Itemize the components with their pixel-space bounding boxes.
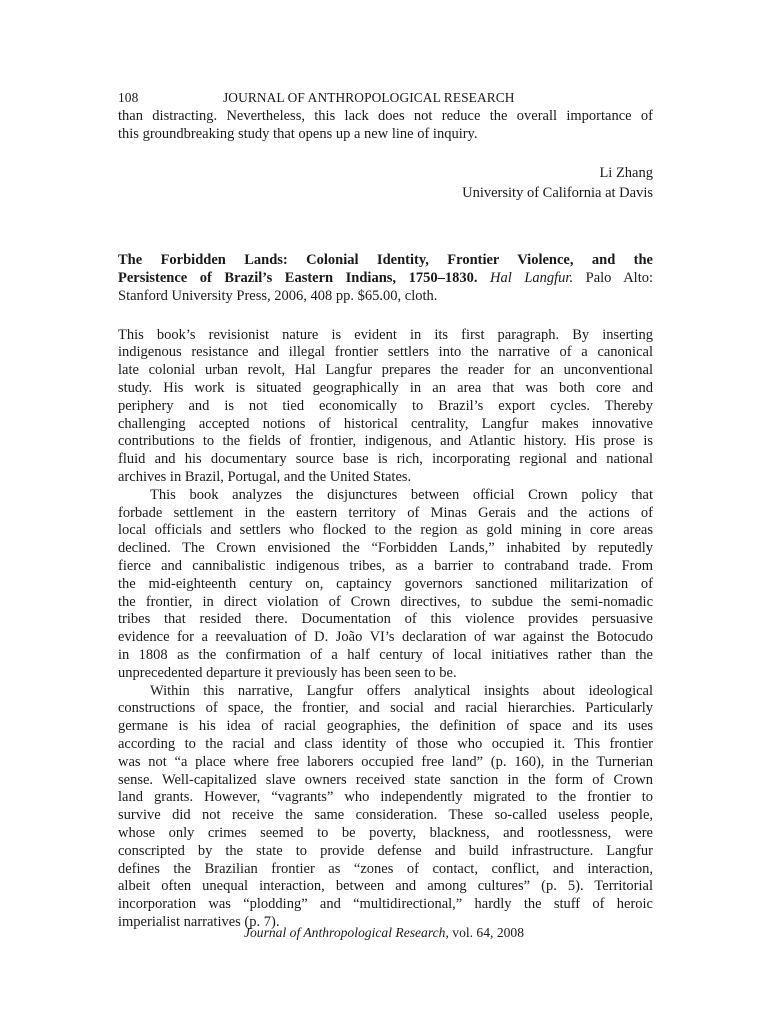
text-line: whose only crimes seemed to be poverty, blackness, and rootlessness, were — [118, 824, 653, 841]
text-line: this groundbreaking study that opens up a new line of inquiry. — [118, 125, 478, 142]
book-title-line — [118, 269, 653, 287]
text-line: local officials and settlers who flocked to the region as gold mining in core areas — [118, 522, 653, 539]
text-line: conscripted by the state to provide defense and build infrastructure. Langfur — [118, 842, 653, 859]
journal-page — [118, 88, 653, 932]
text-line: forbade settlement in the eastern territory of Minas Gerais and the actions of — [118, 504, 653, 521]
book-title: Persistence of Brazil’s Eastern Indians, 1750–1830. — [118, 269, 478, 286]
footer-volume: vol. 64, 2008 — [452, 925, 525, 940]
text-line: declined. The Crown envisioned the “Forbidden Lands,” inhabited by reputedly — [118, 540, 653, 557]
text-line: fluid and his documentary source base is rich, incorporating regional and national — [118, 451, 653, 468]
page-footer — [0, 924, 768, 942]
journal-name: JOURNAL OF ANTHROPOLOGICAL RESEARCH — [223, 90, 515, 105]
text-line: the frontier, in direct violation of Crown directives, to subdue the semi-nomadic — [118, 593, 653, 610]
text-line: challenging accepted notions of historical centrality, Langfur makes innovative — [118, 415, 653, 432]
text-line: albeit often unequal interaction, between and among cultures” (p. 5). Territorial — [118, 878, 653, 895]
text-line: This book’s revisionist nature is evident in its first paragraph. By inserting — [118, 326, 653, 343]
book-author: Hal Langfur. — [490, 269, 574, 286]
text-line: evidence for a reevaluation of D. João VI’s declaration of war against the Botocudo — [118, 629, 653, 646]
running-head — [118, 88, 653, 108]
text-line: survive did not receive the same consideration. These so-called useless people, — [118, 807, 653, 824]
reviewer-affiliation: University of California at Davis — [462, 184, 653, 201]
book-citation — [118, 251, 653, 305]
text-line: defines the Brazilian frontier as “zones of contact, conflict, and interaction, — [118, 860, 653, 877]
text-line: late colonial urban revolt, Hal Langfur prepares the reader for an unconventional — [118, 362, 653, 379]
text-line: incorporation was “plodding” and “multidirectional,” hardly the stuff of heroic — [118, 896, 653, 913]
text-line: unprecedented departure it previously has been seen to be. — [118, 664, 457, 681]
text-line: than distracting. Nevertheless, this lack does not reduce the overall importance of — [118, 108, 653, 124]
text-line: contributions to the fields of frontier, indigenous, and Atlantic history. His prose is — [118, 433, 653, 450]
text-line: constructions of space, the frontier, and social and racial hierarchies. Particularly — [118, 700, 653, 717]
review-paragraph-3 — [118, 683, 653, 932]
text-line: archives in Brazil, Portugal, and the United States. — [118, 468, 412, 485]
text-line: the mid-eighteenth century on, captaincy governors sanctioned militarization of — [118, 575, 653, 592]
review-paragraph-1 — [118, 327, 653, 487]
text-line: This book analyzes the disjunctures between official Crown policy that — [150, 486, 653, 503]
text-line: was not “a place where free laborers occupied free land” (p. 160), in the Turnerian — [118, 753, 653, 770]
previous-review-closing — [118, 108, 653, 144]
text-line: sense. Well-capitalized slave owners received state sanction in the form of Crown — [118, 771, 653, 788]
text-line: imperialist narratives (p. 7). — [118, 913, 280, 930]
text-line: study. His work is situated geographically in an area that was both core and — [118, 379, 653, 396]
text-line: periphery and is not tied economically to Brazil’s export cycles. Thereby — [118, 397, 653, 414]
text-line: germane is his idea of racial geographies, the definition of space and its uses — [118, 718, 653, 735]
publisher-place: Palo Alto: — [585, 269, 653, 286]
book-title-line — [118, 251, 653, 269]
reviewer-name: Li Zhang — [599, 164, 653, 181]
review-paragraph-2 — [118, 487, 653, 683]
text-line: indigenous resistance and illegal frontier settlers into the narrative of a canonical — [118, 344, 653, 361]
text-line: tribes that resided there. Documentation of this violence provides persuasive — [118, 611, 653, 628]
page-number: 108 — [118, 90, 139, 105]
text-line: Within this narrative, Langfur offers analytical insights about ideological — [150, 682, 653, 699]
text-line: according to the racial and class identity of those who occupied it. This frontier — [118, 735, 653, 752]
publication-details: Stanford University Press, 2006, 408 pp. $65.00, cloth. — [118, 287, 438, 304]
text-line: fierce and cannibalistic indigenous tribes, as a barrier to contraband trade. From — [118, 557, 653, 574]
text-line: land grants. However, “vagrants” who independently migrated to the frontier to — [118, 789, 653, 806]
footer-journal-title: Journal of Anthropological Research, — [243, 925, 449, 940]
text-line: in 1808 as the confirmation of a half century of local initiatives rather than the — [118, 646, 653, 663]
reviewer-signature — [118, 163, 653, 203]
book-title: The Forbidden Lands: Colonial Identity, Frontier Violence, and the — [118, 251, 653, 268]
